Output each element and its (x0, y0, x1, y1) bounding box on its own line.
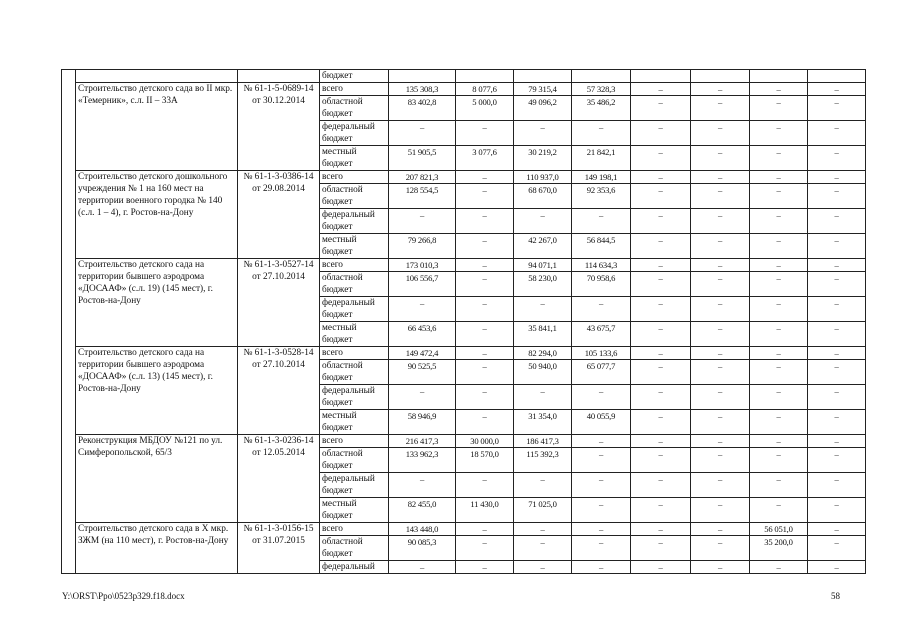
value-cell: 92 353,6 (572, 184, 631, 209)
value-cell: – (691, 523, 750, 536)
value-cell: – (456, 347, 514, 360)
funding-source-cell: федеральный бюджет (320, 473, 389, 498)
value-cell: – (572, 385, 631, 410)
value-cell: 68 670,0 (514, 184, 572, 209)
value-cell: 57 328,3 (572, 83, 631, 96)
value-cell (389, 70, 456, 83)
value-cell: 5 000,0 (456, 96, 514, 121)
value-cell: – (808, 536, 866, 561)
value-cell: – (456, 272, 514, 297)
value-cell: 135 308,3 (389, 83, 456, 96)
value-cell: – (808, 435, 866, 448)
value-cell: 207 821,3 (389, 171, 456, 184)
value-cell: – (631, 259, 691, 272)
table-row (62, 523, 866, 536)
value-cell: – (808, 184, 866, 209)
value-cell: – (572, 498, 631, 523)
value-cell: – (631, 96, 691, 121)
value-cell: – (691, 473, 750, 498)
value-cell: 79 266,8 (389, 234, 456, 259)
value-cell: – (572, 435, 631, 448)
funding-source-cell: всего (320, 347, 389, 360)
funding-source-cell: всего (320, 523, 389, 536)
permit-number: № 61-1-5-0689-14 (243, 84, 314, 94)
value-cell: – (808, 83, 866, 96)
funding-source-cell: федеральный бюджет (320, 297, 389, 322)
value-cell: – (631, 171, 691, 184)
value-cell (631, 70, 691, 83)
permit-cell (238, 347, 320, 435)
value-cell: – (691, 297, 750, 322)
value-cell: 149 472,4 (389, 347, 456, 360)
value-cell: 43 675,7 (572, 322, 631, 347)
value-cell: – (808, 523, 866, 536)
value-cell: – (750, 83, 808, 96)
value-cell: 173 010,3 (389, 259, 456, 272)
value-cell: – (631, 385, 691, 410)
value-cell: – (691, 259, 750, 272)
value-cell: – (750, 259, 808, 272)
value-cell: – (631, 209, 691, 234)
value-cell: 31 354,0 (514, 410, 572, 435)
value-cell: – (808, 96, 866, 121)
value-cell: – (691, 171, 750, 184)
funding-source-cell: местный бюджет (320, 322, 389, 347)
funding-source-cell: всего (320, 83, 389, 96)
value-cell: 105 133,6 (572, 347, 631, 360)
permit-cell (238, 171, 320, 259)
value-cell: – (750, 322, 808, 347)
footer-file-path: Y:\ORST\Ppo\0523p329.f18.docx (62, 591, 185, 601)
value-cell: – (750, 171, 808, 184)
value-cell: 58 230,0 (514, 272, 572, 297)
permit-number: № 61-1-3-0236-14 (243, 436, 314, 446)
table-row (62, 259, 866, 272)
value-cell: 42 267,0 (514, 234, 572, 259)
project-name-cell: Реконструкция МБДОУ №121 по ул. Симферопольской, 65/3 (76, 435, 238, 523)
permit-number: № 61-1-3-0386-14 (243, 172, 314, 182)
value-cell: 216 417,3 (389, 435, 456, 448)
value-cell: 18 570,0 (456, 448, 514, 473)
value-cell: – (456, 209, 514, 234)
value-cell: – (808, 171, 866, 184)
permit-number: № 61-1-3-0156-15 (243, 524, 314, 534)
value-cell: – (389, 385, 456, 410)
footer-page-number: 58 (831, 591, 840, 601)
permit-date: от 27.10.2014 (252, 272, 305, 282)
value-cell: 82 455,0 (389, 498, 456, 523)
value-cell: – (691, 121, 750, 146)
value-cell: 128 554,5 (389, 184, 456, 209)
value-cell: – (750, 410, 808, 435)
value-cell: – (514, 297, 572, 322)
value-cell: – (631, 435, 691, 448)
value-cell: 186 417,3 (514, 435, 572, 448)
value-cell: 143 448,0 (389, 523, 456, 536)
permit-cell (238, 435, 320, 523)
value-cell: – (808, 121, 866, 146)
funding-source-cell: федеральный бюджет (320, 385, 389, 410)
permit-cell (238, 523, 320, 574)
value-cell: – (750, 360, 808, 385)
value-cell: – (691, 209, 750, 234)
value-cell: – (456, 410, 514, 435)
value-cell: 56 051,0 (750, 523, 808, 536)
value-cell: – (631, 322, 691, 347)
value-cell: 65 077,7 (572, 360, 631, 385)
value-cell: – (691, 347, 750, 360)
value-cell: 82 294,0 (514, 347, 572, 360)
value-cell: 106 556,7 (389, 272, 456, 297)
value-cell: – (514, 121, 572, 146)
value-cell: – (631, 347, 691, 360)
value-cell: 83 402,8 (389, 96, 456, 121)
value-cell: – (389, 473, 456, 498)
funding-source-cell: всего (320, 171, 389, 184)
value-cell: – (514, 385, 572, 410)
value-cell: – (389, 209, 456, 234)
value-cell: – (808, 473, 866, 498)
value-cell: – (456, 297, 514, 322)
value-cell: – (631, 360, 691, 385)
value-cell: – (691, 385, 750, 410)
value-cell: 35 486,2 (572, 96, 631, 121)
project-name-cell (76, 70, 238, 83)
value-cell: – (456, 561, 514, 574)
value-cell: – (750, 297, 808, 322)
value-cell: 79 315,4 (514, 83, 572, 96)
value-cell: 149 198,1 (572, 171, 631, 184)
value-cell: – (631, 536, 691, 561)
funding-source-cell: всего (320, 435, 389, 448)
value-cell: – (389, 121, 456, 146)
value-cell: – (631, 234, 691, 259)
permit-cell (238, 70, 320, 83)
value-cell: – (808, 448, 866, 473)
value-cell: – (691, 561, 750, 574)
value-cell: – (572, 473, 631, 498)
value-cell (691, 70, 750, 83)
funding-source-cell: областной бюджет (320, 184, 389, 209)
value-cell: – (514, 561, 572, 574)
permit-number: № 61-1-3-0528-14 (243, 348, 314, 358)
value-cell: – (808, 561, 866, 574)
value-cell (456, 70, 514, 83)
value-cell: – (631, 83, 691, 96)
value-cell: – (750, 435, 808, 448)
value-cell: – (750, 473, 808, 498)
table-row (62, 435, 866, 448)
permit-date: от 29.08.2014 (252, 184, 305, 194)
value-cell: – (750, 561, 808, 574)
value-cell: – (456, 385, 514, 410)
value-cell: – (691, 96, 750, 121)
value-cell: – (691, 234, 750, 259)
funding-source-cell: федеральный бюджет (320, 209, 389, 234)
table-row (62, 83, 866, 96)
value-cell: – (514, 536, 572, 561)
value-cell: – (691, 146, 750, 171)
project-name-cell: Строительство детского сада во II мкр. «Темерник», с.л. II – 33А (76, 83, 238, 171)
table-body (62, 70, 866, 574)
value-cell: – (456, 360, 514, 385)
value-cell: – (691, 360, 750, 385)
value-cell: 30 000,0 (456, 435, 514, 448)
value-cell: – (631, 410, 691, 435)
value-cell: 21 842,1 (572, 146, 631, 171)
funding-source-cell: областной бюджет (320, 536, 389, 561)
value-cell: – (691, 498, 750, 523)
value-cell: – (514, 473, 572, 498)
value-cell: – (691, 435, 750, 448)
funding-source-cell: бюджет (320, 70, 389, 83)
permit-cell (238, 259, 320, 347)
value-cell: – (691, 448, 750, 473)
permit-date: от 12.05.2014 (252, 448, 305, 458)
value-cell: – (750, 272, 808, 297)
permit-date: от 31.07.2015 (252, 536, 305, 546)
value-cell: – (691, 83, 750, 96)
value-cell: – (808, 209, 866, 234)
value-cell: – (750, 184, 808, 209)
value-cell: – (808, 297, 866, 322)
value-cell: – (808, 322, 866, 347)
value-cell: – (456, 473, 514, 498)
value-cell: – (691, 410, 750, 435)
funding-source-cell: местный бюджет (320, 234, 389, 259)
value-cell: – (631, 184, 691, 209)
project-name-cell: Строительство детского сада на территории бывшего аэродрома «ДОСААФ» (с.л. 19) (145 мест), г. Ростов-на-Дону (76, 259, 238, 347)
permit-number: № 61-1-3-0527-14 (243, 260, 314, 270)
permit-date: от 30.12.2014 (252, 96, 305, 106)
value-cell: – (808, 347, 866, 360)
table-row (62, 171, 866, 184)
value-cell: 71 025,0 (514, 498, 572, 523)
value-cell: – (514, 209, 572, 234)
project-name-cell: Строительство детского сада на территории бывшего аэродрома «ДОСААФ» (с.л. 13) (145 мест), г. Ростов-на-Дону (76, 347, 238, 435)
value-cell: – (750, 96, 808, 121)
value-cell: 58 946,9 (389, 410, 456, 435)
value-cell: – (691, 272, 750, 297)
value-cell: 50 940,0 (514, 360, 572, 385)
value-cell: 56 844,5 (572, 234, 631, 259)
value-cell (572, 70, 631, 83)
value-cell: – (631, 272, 691, 297)
value-cell (808, 70, 866, 83)
value-cell: – (750, 498, 808, 523)
value-cell: – (456, 523, 514, 536)
permit-date: от 27.10.2014 (252, 360, 305, 370)
value-cell: – (631, 498, 691, 523)
value-cell: 40 055,9 (572, 410, 631, 435)
value-cell: 3 077,6 (456, 146, 514, 171)
value-cell: – (456, 536, 514, 561)
project-name-cell: Строительство детского дошкольного учреждения № 1 на 160 мест на территории военного городка № 140 (с.л. 1 – 4), г. Ростов-на-Дону (76, 171, 238, 259)
value-cell: – (456, 259, 514, 272)
value-cell: – (750, 347, 808, 360)
value-cell: 30 219,2 (514, 146, 572, 171)
value-cell: 90 085,3 (389, 536, 456, 561)
value-cell: 114 634,3 (572, 259, 631, 272)
funding-source-cell: областной бюджет (320, 96, 389, 121)
value-cell: – (456, 171, 514, 184)
value-cell: 115 392,3 (514, 448, 572, 473)
value-cell: – (389, 297, 456, 322)
value-cell: 70 958,6 (572, 272, 631, 297)
value-cell: – (750, 146, 808, 171)
value-cell: – (456, 121, 514, 146)
value-cell: 51 905,5 (389, 146, 456, 171)
value-cell: – (750, 209, 808, 234)
value-cell: – (750, 385, 808, 410)
value-cell: – (572, 121, 631, 146)
value-cell: – (808, 146, 866, 171)
funding-source-cell: местный бюджет (320, 498, 389, 523)
table-row (62, 70, 866, 83)
value-cell: – (808, 498, 866, 523)
value-cell: – (572, 536, 631, 561)
value-cell: – (514, 523, 572, 536)
value-cell: 49 096,2 (514, 96, 572, 121)
value-cell: 90 525,5 (389, 360, 456, 385)
value-cell: – (631, 448, 691, 473)
value-cell: 110 937,0 (514, 171, 572, 184)
budget-table (61, 69, 866, 574)
value-cell: – (572, 523, 631, 536)
value-cell: – (456, 322, 514, 347)
value-cell: – (808, 385, 866, 410)
lead-column (62, 70, 76, 574)
value-cell: – (572, 209, 631, 234)
value-cell: – (808, 259, 866, 272)
value-cell: – (750, 234, 808, 259)
funding-source-cell: областной бюджет (320, 448, 389, 473)
value-cell: – (631, 121, 691, 146)
value-cell: – (572, 448, 631, 473)
value-cell: – (631, 146, 691, 171)
funding-source-cell: федеральный (320, 561, 389, 574)
value-cell: – (808, 272, 866, 297)
funding-source-cell: областной бюджет (320, 360, 389, 385)
value-cell: – (808, 410, 866, 435)
value-cell: – (691, 184, 750, 209)
value-cell: 133 962,3 (389, 448, 456, 473)
value-cell: – (631, 523, 691, 536)
value-cell: 94 071,1 (514, 259, 572, 272)
table-row (62, 347, 866, 360)
value-cell: 66 453,6 (389, 322, 456, 347)
value-cell: 35 200,0 (750, 536, 808, 561)
value-cell: 8 077,6 (456, 83, 514, 96)
value-cell: – (750, 448, 808, 473)
value-cell: – (808, 360, 866, 385)
value-cell (750, 70, 808, 83)
value-cell (514, 70, 572, 83)
value-cell: – (456, 234, 514, 259)
funding-source-cell: областной бюджет (320, 272, 389, 297)
value-cell: 11 430,0 (456, 498, 514, 523)
value-cell: – (808, 234, 866, 259)
funding-source-cell: федеральный бюджет (320, 121, 389, 146)
value-cell: – (456, 184, 514, 209)
value-cell: – (572, 297, 631, 322)
permit-cell (238, 83, 320, 171)
value-cell: 35 841,1 (514, 322, 572, 347)
funding-source-cell: местный бюджет (320, 146, 389, 171)
value-cell: – (691, 536, 750, 561)
value-cell: – (691, 322, 750, 347)
funding-source-cell: местный бюджет (320, 410, 389, 435)
value-cell: – (572, 561, 631, 574)
value-cell: – (631, 473, 691, 498)
value-cell: – (631, 297, 691, 322)
value-cell: – (750, 121, 808, 146)
value-cell: – (389, 561, 456, 574)
funding-source-cell: всего (320, 259, 389, 272)
project-name-cell: Строительство детского сада в X мкр. ЗЖМ (на 110 мест), г. Ростов-на-Дону (76, 523, 238, 574)
value-cell: – (631, 561, 691, 574)
